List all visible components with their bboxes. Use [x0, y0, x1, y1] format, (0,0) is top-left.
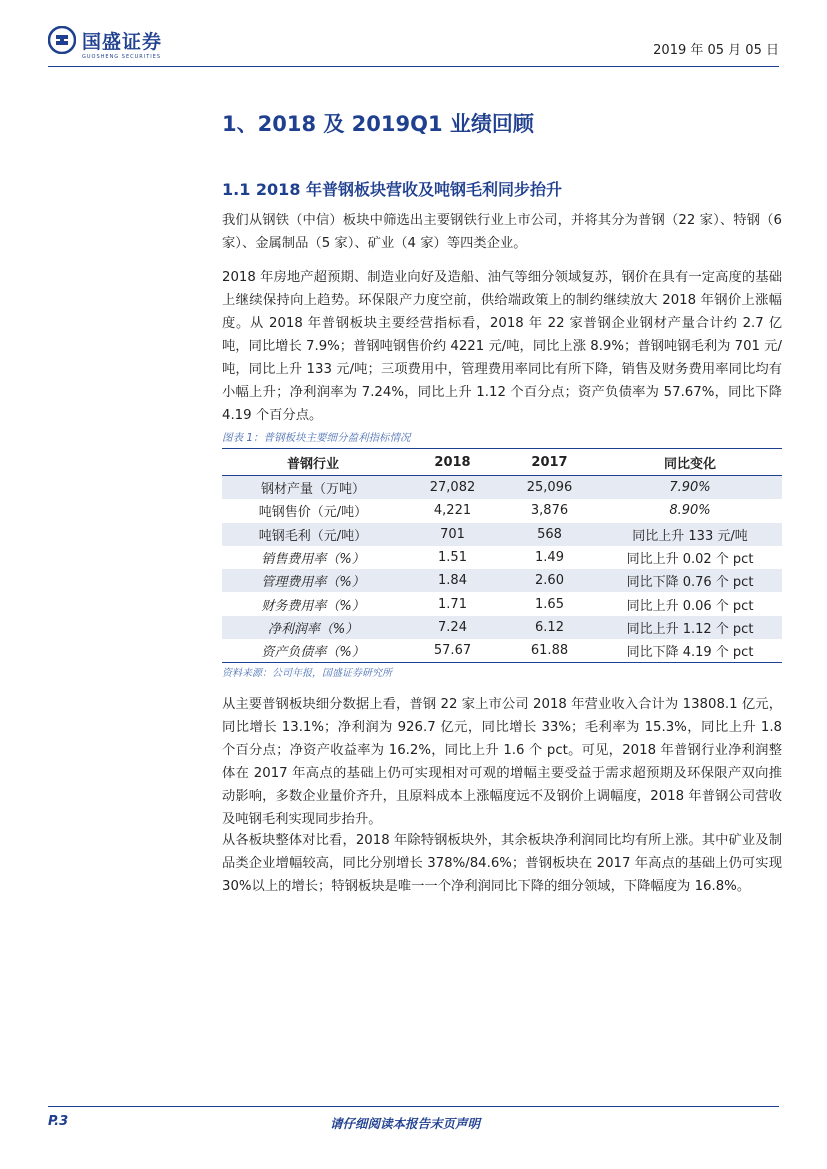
cell-2018: 27,082 — [404, 476, 501, 500]
cell-2017: 25,096 — [501, 476, 598, 500]
cell-2017: 61.88 — [501, 639, 598, 663]
row-label: 吨钢售价（元/吨） — [258, 505, 368, 521]
cell-change: 8.90% — [669, 503, 711, 519]
paragraph-4: 从各板块整体对比看，2018 年除特钢板块外，其余板块净利润同比均有所上涨。其中矿业及制品类企业增幅较高，同比分别增长 378%/84.6%；普钢板块在 2017 年高点的基础上仍可实现 30%以上的增长；特钢板块是唯一一个净利润同比下降的细分领域，下降幅度为 16.8%。 — [222, 833, 782, 894]
paragraph-3: 从主要普钢板块细分数据上看，普钢 22 家上市公司 2018 年营业收入合计为 13808.1 亿元，同比增长 13.1%；净利润为 926.7 亿元，同比增长 33%；毛利率为 15.3%，同比上升 1.8 个百分点；净资产收益率为 16.2%，同比上升 1.6 个 pct。可见，2018 年普钢行业净利润整体在 2017 年高点的基础上仍可实现相对可观的增幅主要受益于需求超预期及环保限产双向推动影响，多数企业量价齐升，且原料成本上涨幅度远不及钢价上调幅度，2018 年普钢公司营收及吨钢毛利实现同步抬升。 — [222, 697, 782, 827]
cell-2018: 1.71 — [438, 596, 467, 612]
page-number: P.3 — [48, 1114, 69, 1129]
table-row — [222, 499, 782, 522]
cell-change: 同比下降 4.19 个 pct — [598, 639, 782, 663]
disclaimer-note: 请仔细阅读本报告末页声明 — [330, 1116, 481, 1131]
cell-2018: 57.67 — [404, 639, 501, 663]
figure-caption: 图表 1：普钢板块主要细分盈利指标情况 — [222, 432, 411, 444]
report-date: 2019 年 05 月 05 日 — [653, 43, 779, 58]
paragraph-2: 2018 年房地产超预期、制造业向好及造船、油气等细分领域复苏，钢价在具有一定高度的基础上继续保持向上趋势。环保限产力度空前，供给端政策上的制约继续放大 2018 年钢价上涨幅度。从 2018 年普钢板块主要经营指标看，2018 年 22 家普钢企业钢材产量合计约 2.7 亿吨，同比增长 7.9%；普钢吨钢售价约 4221 元/吨，同比上涨 8.9%；普钢吨钢毛利为 701 元/吨，同比上升 133 元/吨；三项费用中，管理费用率同比有所下降，销售及财务费用率同比均有小幅上升；净利润率为 7.24%，同比上升 1.12 个百分点；资产负债率为 57.67%，同比下降 4.19 个百分点。 — [222, 270, 783, 423]
row-label: 销售费用率（%） — [261, 552, 365, 568]
cell-2018: 701 — [404, 523, 501, 546]
cell-change: 同比上升 0.02 个 pct — [626, 552, 754, 568]
table-row — [222, 523, 782, 546]
subsection-title: 1.1 2018 年普钢板块营收及吨钢毛利同步抬升 — [222, 180, 563, 199]
cell-change: 同比上升 1.12 个 pct — [598, 616, 782, 639]
table-header-cell: 2017 — [501, 449, 598, 476]
table-header-row — [222, 449, 782, 476]
cell-2018: 7.24 — [404, 616, 501, 639]
section-title: 1、2018 及 2019Q1 业绩回顾 — [222, 112, 534, 136]
table-row — [222, 476, 782, 500]
row-label: 资产负债率（%） — [222, 639, 404, 663]
cell-2018: 1.51 — [438, 550, 467, 566]
page-header — [48, 26, 779, 66]
cell-2018: 4,221 — [433, 503, 472, 519]
table-header-cell: 同比变化 — [598, 449, 782, 476]
footer-divider — [48, 1106, 779, 1107]
cell-2017: 1.49 — [535, 550, 564, 566]
cell-2017: 3,876 — [530, 503, 569, 519]
cell-2017: 6.12 — [501, 616, 598, 639]
table-row — [222, 616, 782, 639]
table-row — [222, 569, 782, 592]
indicator-table — [222, 448, 782, 663]
cell-change: 同比下降 0.76 个 pct — [598, 569, 782, 592]
header-divider — [48, 66, 779, 67]
cell-2018: 1.84 — [404, 569, 501, 592]
paragraph-1: 我们从钢铁（中信）板块中筛选出主要钢铁行业上市公司，并将其分为普钢（22 家）、特钢（6 家）、金属制品（5 家）、矿业（4 家）等四类企业。 — [222, 213, 782, 251]
row-label: 钢材产量（万吨） — [222, 476, 404, 500]
table-header-cell: 2018 — [404, 449, 501, 476]
row-label: 吨钢毛利（元/吨） — [222, 523, 404, 546]
table-source: 资料来源：公司年报，国盛证券研究所 — [222, 668, 392, 679]
cell-2017: 1.65 — [535, 596, 564, 612]
logo-text: 国盛证券 — [82, 30, 163, 53]
cell-2017: 568 — [501, 523, 598, 546]
cell-change: 同比上升 133 元/吨 — [598, 523, 782, 546]
table-row — [222, 546, 782, 569]
row-label: 财务费用率（%） — [261, 598, 365, 614]
cell-2017: 2.60 — [501, 569, 598, 592]
cell-change: 同比上升 0.06 个 pct — [626, 598, 754, 614]
row-label: 净利润率（%） — [222, 616, 404, 639]
company-logo — [48, 26, 162, 54]
table-header-cell: 普钢行业 — [222, 449, 404, 476]
logo-icon — [48, 26, 76, 54]
cell-change: 7.90% — [598, 476, 782, 500]
table-row — [222, 639, 782, 663]
logo-subtext: GUOSHENG SECURITIES — [82, 54, 162, 60]
table-row — [222, 592, 782, 615]
row-label: 管理费用率（%） — [222, 569, 404, 592]
